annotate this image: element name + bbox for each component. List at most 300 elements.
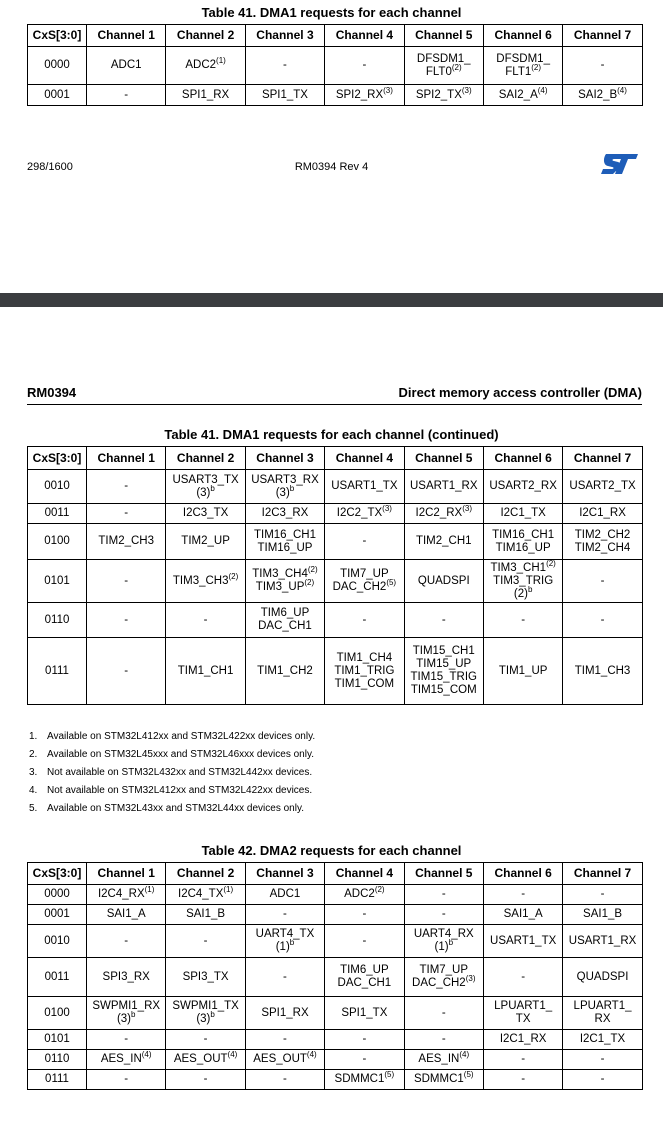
cxs-value-cell <box>28 997 87 1030</box>
footnote-ref: b <box>289 483 295 493</box>
request-cell <box>325 470 404 504</box>
footnote-ref: (4) <box>617 85 627 95</box>
cell-text: - <box>521 888 526 900</box>
cell-text: 0000 <box>44 59 70 71</box>
cell-text: - <box>362 934 367 947</box>
cell-text: USART3_RX <box>251 473 319 486</box>
request-cell <box>404 560 483 603</box>
cell-text: LPUART1_ <box>494 1000 553 1012</box>
request-cell <box>245 905 324 925</box>
column-header-channel: Channel 5 <box>404 447 483 470</box>
request-cell <box>166 524 245 560</box>
request-cell <box>87 925 166 958</box>
request-cell <box>325 504 404 524</box>
cxs-value-cell <box>28 1070 87 1090</box>
request-cell <box>245 925 324 958</box>
request-cell <box>563 905 642 925</box>
cell-text: TIM1_TRIG <box>334 664 395 677</box>
request-cell <box>404 925 483 958</box>
cell-text: SAI1_B <box>186 908 226 920</box>
cell-text: TIM1_CH2 <box>257 664 313 677</box>
cell-text: QUADSPI <box>576 970 629 983</box>
table-header-row <box>28 25 643 47</box>
cell-text: - <box>203 1033 208 1045</box>
footnote-item <box>29 749 315 767</box>
cell-text: I2C4_TX <box>178 888 224 900</box>
cell-text: SPI1_RX <box>261 1006 309 1019</box>
cell-text: (3) <box>196 486 211 499</box>
request-cell <box>166 958 245 997</box>
cell-text: DFSDM1_ <box>496 52 550 65</box>
cell-text: 0011 <box>44 970 70 983</box>
cell-text: - <box>283 1073 287 1085</box>
cell-text: DAC_CH1 <box>337 977 392 989</box>
cell-text: - <box>283 1033 287 1045</box>
request-cell <box>483 1070 562 1090</box>
column-header-channel: Channel 2 <box>166 447 245 470</box>
column-header-cxs: CxS[3:0] <box>28 863 87 885</box>
cell-text: SAI1_A <box>503 908 543 920</box>
cell-text: SPI3_RX <box>102 970 150 983</box>
request-cell <box>483 925 562 958</box>
cxs-value-cell <box>28 524 87 560</box>
cell-text: - <box>203 934 208 947</box>
cell-text: (3) <box>116 1013 131 1025</box>
request-cell <box>483 85 562 106</box>
request-cell <box>563 1030 642 1050</box>
column-header-channel: Channel 1 <box>87 863 166 885</box>
table-row <box>28 524 643 560</box>
cell-text: (1) <box>275 941 290 953</box>
column-header-channel: Channel 3 <box>245 25 324 47</box>
st-logo-icon <box>600 152 640 176</box>
footnote-number: 4. <box>29 785 38 796</box>
footnote-number: 5. <box>29 803 38 814</box>
request-cell <box>87 560 166 603</box>
cell-text: - <box>600 1073 605 1085</box>
cell-text: I2C3_TX <box>182 507 229 519</box>
request-cell <box>563 638 642 705</box>
cell-text: - <box>600 59 605 71</box>
request-cell <box>87 638 166 705</box>
footnote-number: 2. <box>29 749 38 760</box>
cell-text: 0111 <box>45 1073 69 1085</box>
request-cell <box>166 603 245 638</box>
cell-text: 0110 <box>44 613 70 626</box>
footnote-ref: (2) <box>451 62 462 72</box>
footnote-ref: (4) <box>459 1050 470 1060</box>
cell-text: USART1_TX <box>490 934 557 947</box>
table-header-row <box>28 447 643 470</box>
cxs-value-cell <box>28 1050 87 1070</box>
request-cell <box>404 958 483 997</box>
cell-text: - <box>441 888 446 900</box>
page-break-bar <box>0 293 663 307</box>
footnote-ref: (4) <box>306 1050 317 1060</box>
request-cell <box>404 1050 483 1070</box>
cell-text: USART2_RX <box>489 480 557 492</box>
cell-text: AES_IN <box>418 1053 460 1065</box>
cell-text: TIM15_TRIG <box>410 671 477 683</box>
cell-text: - <box>521 970 526 983</box>
footnote-ref: (4) <box>227 1050 238 1060</box>
request-cell <box>245 524 324 560</box>
cell-text: TIM16_CH1 <box>253 528 316 541</box>
table-row <box>28 997 643 1030</box>
request-cell <box>483 524 562 560</box>
cell-text: TIM6_UP <box>260 607 310 619</box>
request-cell <box>325 997 404 1030</box>
cell-text: DAC_CH1 <box>258 620 312 632</box>
request-cell <box>404 504 483 524</box>
footnote-text: Available on STM32L43xx and STM32L44xx devices only. <box>47 803 304 814</box>
request-cell <box>166 85 245 106</box>
cell-text: (3) <box>275 486 290 499</box>
footnote-text: Not available on STM32L432xx and STM32L442xx devices. <box>47 767 313 778</box>
cxs-value-cell <box>28 958 87 997</box>
cell-text: TIM16_CH1 <box>492 528 555 541</box>
table-row <box>28 1050 643 1070</box>
request-cell <box>87 47 166 85</box>
cell-text: - <box>124 480 129 492</box>
cell-text: TIM2_CH2 <box>574 528 631 541</box>
cell-text: UART4_TX <box>255 928 315 940</box>
request-cell <box>404 85 483 106</box>
request-cell <box>166 47 245 85</box>
dma2-requests-table <box>27 862 643 1090</box>
table-row <box>28 638 643 705</box>
request-cell <box>563 47 642 85</box>
footnote-text: Not available on STM32L412xx and STM32L422xx devices. <box>47 785 313 796</box>
cell-text: 0111 <box>45 664 69 677</box>
cell-text: I2C1_TX <box>500 507 546 519</box>
cell-text: - <box>441 613 446 626</box>
cell-text: QUADSPI <box>417 574 470 587</box>
request-cell <box>325 885 404 905</box>
table-row <box>28 560 643 603</box>
table-42-caption: Table 42. DMA2 requests for each channel <box>201 843 462 858</box>
request-cell <box>245 1050 324 1070</box>
cell-text: SPI2_TX <box>415 88 462 101</box>
request-cell <box>563 85 642 106</box>
cell-text: SWPMI1_TX <box>172 1000 239 1012</box>
cell-text: - <box>124 1073 129 1085</box>
page-number: 298/1600 <box>27 161 73 173</box>
request-cell <box>325 1070 404 1090</box>
cell-text: TIM16_UP <box>495 541 551 554</box>
request-cell <box>404 638 483 705</box>
request-cell <box>483 905 562 925</box>
cell-text: 0010 <box>44 480 70 492</box>
cell-text: USART3_TX <box>172 473 239 486</box>
request-cell <box>245 997 324 1030</box>
footnote-ref: (2) <box>228 571 239 581</box>
cell-text: 0110 <box>44 1053 70 1065</box>
cell-text: DFSDM1_ <box>416 52 471 65</box>
footnote-ref: (3) <box>465 974 476 984</box>
request-cell <box>483 1030 562 1050</box>
request-cell <box>483 560 562 603</box>
footnote-ref: (1) <box>223 885 234 895</box>
footnote-ref: (5) <box>386 578 397 588</box>
request-cell <box>166 1050 245 1070</box>
cell-text: TIM3_UP <box>255 581 305 593</box>
column-header-channel: Channel 1 <box>87 447 166 470</box>
request-cell <box>563 504 642 524</box>
cell-text: TIM15_UP <box>416 658 472 670</box>
cxs-value-cell <box>28 504 87 524</box>
cell-text: AES_IN <box>100 1053 142 1065</box>
footnote-ref: (5) <box>463 1070 474 1080</box>
cell-text: - <box>441 1033 446 1045</box>
request-cell <box>245 958 324 997</box>
cell-text: 0001 <box>44 908 70 920</box>
request-cell <box>325 560 404 603</box>
cell-text: TIM16_UP <box>257 541 313 554</box>
cell-text: (3) <box>196 1013 211 1025</box>
request-cell <box>87 905 166 925</box>
request-cell <box>563 885 642 905</box>
request-cell <box>325 47 404 85</box>
cxs-value-cell <box>28 925 87 958</box>
request-cell <box>245 638 324 705</box>
request-cell <box>483 638 562 705</box>
request-cell <box>404 603 483 638</box>
request-cell <box>483 885 562 905</box>
cell-text: TIM3_TRIG <box>493 574 554 587</box>
request-cell <box>166 905 245 925</box>
cell-text: TIM1_UP <box>498 664 548 677</box>
cxs-value-cell <box>28 603 87 638</box>
footnote-ref: (3) <box>461 85 472 95</box>
request-cell <box>87 524 166 560</box>
cell-text: TIM2_CH1 <box>415 535 472 547</box>
cell-text: TIM2_CH3 <box>98 535 154 547</box>
cell-text: (1) <box>434 941 449 953</box>
table-row <box>28 905 643 925</box>
cell-text: TIM3_CH4 <box>252 568 308 580</box>
cell-text: - <box>521 613 526 626</box>
cell-text: - <box>203 613 208 626</box>
cell-text: TIM3_CH1 <box>490 561 547 574</box>
dma1-requests-table-part2 <box>27 446 643 705</box>
cxs-value-cell <box>28 470 87 504</box>
footnote-text: Available on STM32L45xxx and STM32L46xxx devices only. <box>47 749 314 760</box>
cell-text: TIM2_CH4 <box>574 541 631 554</box>
cell-text: 0101 <box>44 574 70 587</box>
cell-text: SPI3_TX <box>182 970 229 983</box>
request-cell <box>325 1030 404 1050</box>
cell-text: I2C1_TX <box>579 1033 626 1045</box>
request-cell <box>87 1030 166 1050</box>
cell-text: TIM7_UP <box>340 568 389 580</box>
cell-text: SAI1_B <box>583 908 623 920</box>
cell-text: TIM1_CH4 <box>336 651 393 664</box>
footnote-ref: (3) <box>383 85 393 95</box>
cell-text: - <box>124 613 129 626</box>
footnote-ref: (5) <box>384 1070 395 1080</box>
cell-text: - <box>521 1053 526 1065</box>
table-41-continued-caption: Table 41. DMA1 requests for each channel (continued) <box>164 427 499 442</box>
column-header-channel: Channel 5 <box>404 863 483 885</box>
cell-text: 0100 <box>44 535 70 547</box>
cell-text: 0000 <box>44 888 70 900</box>
cell-text: - <box>124 934 129 947</box>
request-cell <box>563 524 642 560</box>
cell-text: - <box>124 1033 129 1045</box>
footnote-number: 1. <box>29 731 38 742</box>
cell-text: TX <box>515 1013 531 1025</box>
cell-text: TIM15_CH1 <box>412 645 475 657</box>
request-cell <box>563 603 642 638</box>
footnote-ref: (4) <box>537 85 548 95</box>
footnote-ref: (2) <box>307 565 318 575</box>
column-header-cxs: CxS[3:0] <box>28 25 87 47</box>
cell-text: TIM1_COM <box>334 677 395 690</box>
cell-text: - <box>283 970 287 983</box>
footnote-ref: b <box>131 1010 136 1020</box>
table-row <box>28 603 643 638</box>
request-cell <box>166 560 245 603</box>
cell-text: ADC1 <box>269 888 301 900</box>
cell-text: I2C2_RX <box>415 507 463 519</box>
footnote-text: Available on STM32L412xx and STM32L422xx devices only. <box>47 731 316 742</box>
cxs-value-cell <box>28 85 87 106</box>
cell-text: 0011 <box>44 507 70 519</box>
footnote-ref: (2) <box>304 578 315 588</box>
request-cell <box>563 470 642 504</box>
cell-text: 0101 <box>44 1033 70 1045</box>
request-cell <box>483 958 562 997</box>
cell-text: - <box>600 888 605 900</box>
cell-text: DAC_CH2 <box>412 977 466 989</box>
column-header-channel: Channel 3 <box>245 447 324 470</box>
cell-text: TIM1_CH1 <box>177 664 234 677</box>
cell-text: I2C1_RX <box>499 1033 547 1045</box>
cell-text: TIM15_COM <box>410 684 477 696</box>
cell-text: I2C3_RX <box>261 507 309 519</box>
column-header-channel: Channel 4 <box>325 447 404 470</box>
request-cell <box>87 85 166 106</box>
cell-text: SAI2_B <box>578 88 618 101</box>
footnote-ref: (3) <box>462 504 472 514</box>
cell-text: - <box>362 1033 367 1045</box>
request-cell <box>87 504 166 524</box>
table-row <box>28 958 643 997</box>
request-cell <box>87 1050 166 1070</box>
request-cell <box>87 958 166 997</box>
cell-text: - <box>124 664 129 677</box>
request-cell <box>245 504 324 524</box>
request-cell <box>325 524 404 560</box>
cell-text: - <box>283 908 287 920</box>
cell-text: SPI1_TX <box>261 88 308 101</box>
footnote-ref: (2) <box>531 62 542 72</box>
column-header-channel: Channel 6 <box>483 25 562 47</box>
request-cell <box>87 997 166 1030</box>
cell-text: - <box>203 1073 208 1085</box>
cxs-value-cell <box>28 560 87 603</box>
request-cell <box>325 85 404 106</box>
cell-text: SDMMC1 <box>334 1073 385 1085</box>
cell-text: SDMMC1 <box>413 1073 464 1085</box>
cell-text: - <box>362 908 367 920</box>
request-cell <box>245 885 324 905</box>
request-cell <box>166 638 245 705</box>
column-header-channel: Channel 2 <box>166 25 245 47</box>
cell-text: USART1_RX <box>568 934 637 947</box>
cell-text: UART4_RX <box>413 928 474 940</box>
footnote-ref: b <box>210 483 215 493</box>
request-cell <box>483 997 562 1030</box>
cxs-value-cell <box>28 1030 87 1050</box>
table-row <box>28 504 643 524</box>
column-header-channel: Channel 7 <box>563 447 642 470</box>
request-cell <box>563 1070 642 1090</box>
request-cell <box>166 925 245 958</box>
request-cell <box>166 504 245 524</box>
cell-text: - <box>362 613 367 626</box>
request-cell <box>87 885 166 905</box>
footnote-item <box>29 803 315 821</box>
request-cell <box>404 470 483 504</box>
footnote-ref: (1) <box>216 56 226 66</box>
request-cell <box>483 504 562 524</box>
doc-revision: RM0394 Rev 4 <box>294 161 369 173</box>
footnote-ref: b <box>448 938 454 948</box>
running-header-doc-id: RM0394 <box>27 385 77 400</box>
cxs-value-cell <box>28 638 87 705</box>
footnotes <box>29 731 315 821</box>
cell-text: - <box>600 574 605 587</box>
request-cell <box>87 470 166 504</box>
request-cell <box>563 1050 642 1070</box>
footnote-ref: b <box>289 938 295 948</box>
request-cell <box>245 1070 324 1090</box>
cell-text: USART1_TX <box>331 480 398 492</box>
footnote-ref: b <box>210 1010 215 1020</box>
table-row <box>28 1070 643 1090</box>
cell-text: - <box>124 507 129 519</box>
cell-text: RX <box>594 1013 611 1025</box>
footnote-ref: (4) <box>141 1050 152 1060</box>
cell-text: I2C1_RX <box>579 507 626 519</box>
cell-text: 0010 <box>44 934 70 947</box>
request-cell <box>563 997 642 1030</box>
cell-text: ADC2 <box>185 59 217 71</box>
cell-text: - <box>521 1073 526 1085</box>
request-cell <box>245 47 324 85</box>
cell-text: AES_OUT <box>253 1053 307 1065</box>
request-cell <box>404 1070 483 1090</box>
request-cell <box>245 603 324 638</box>
cell-text: TIM3_CH3 <box>172 574 229 587</box>
column-header-channel: Channel 6 <box>483 447 562 470</box>
footnote-ref: (1) <box>144 885 155 895</box>
header-rule <box>27 404 642 405</box>
request-cell <box>325 638 404 705</box>
footnote-item <box>29 767 315 785</box>
request-cell <box>245 85 324 106</box>
request-cell <box>166 997 245 1030</box>
table-row <box>28 47 643 85</box>
footnote-item <box>29 785 315 803</box>
table-41-caption: Table 41. DMA1 requests for each channel <box>201 5 462 20</box>
cell-text: - <box>283 59 287 71</box>
footnote-item <box>29 731 315 749</box>
request-cell <box>245 560 324 603</box>
cell-text: TIM7_UP <box>419 964 469 976</box>
